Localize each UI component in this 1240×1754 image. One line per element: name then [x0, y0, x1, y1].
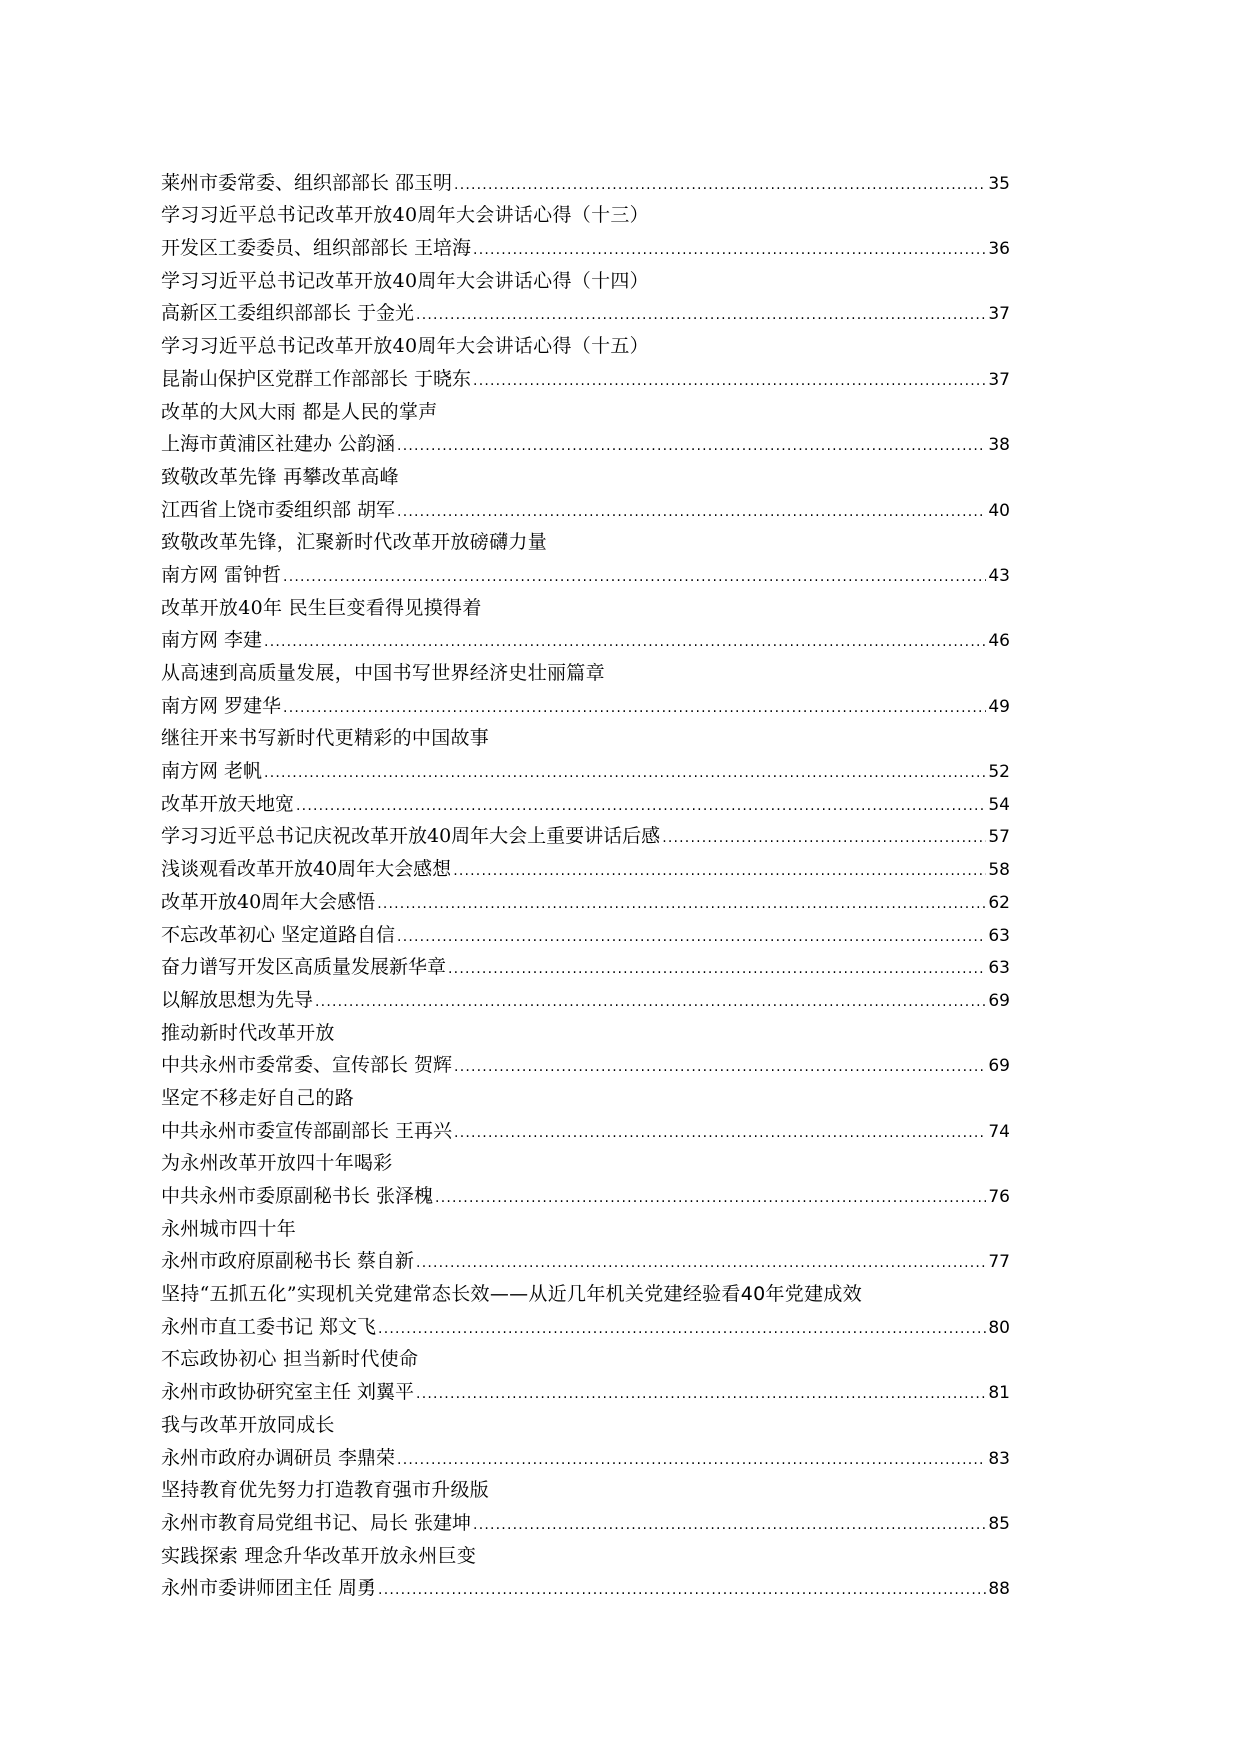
- dot-leader: [662, 831, 986, 846]
- toc-article-title: [161, 524, 1010, 557]
- dot-leader: [416, 1256, 986, 1271]
- dot-leader: [377, 897, 986, 912]
- dot-leader: [378, 1583, 986, 1598]
- toc-entry-title: 浅谈观看改革开放40周年大会感想: [161, 858, 452, 881]
- toc-title-text: 坚持教育优先努力打造教育强市升级版: [161, 1479, 490, 1502]
- toc-page-number: 88: [988, 1579, 1010, 1600]
- toc-title-text: 改革的大风大雨 都是人民的掌声: [161, 400, 438, 423]
- toc-entry[interactable]: [161, 1439, 1010, 1472]
- toc-entry-title: 改革开放天地宽: [161, 792, 295, 815]
- toc-entry[interactable]: [161, 818, 1010, 851]
- toc-page-number: 37: [988, 369, 1010, 390]
- toc-entry-author: 中共永州市委常委、宣传部长 贺辉: [161, 1054, 453, 1077]
- toc-entry[interactable]: [161, 622, 1010, 655]
- toc-entry[interactable]: [161, 426, 1010, 459]
- toc-page-number: 58: [988, 860, 1010, 881]
- toc-article-title: [161, 197, 1010, 230]
- toc-entry[interactable]: [161, 556, 1010, 589]
- toc-title-text: 学习习近平总书记改革开放40周年大会讲话心得（十四）: [161, 269, 649, 292]
- toc-page-number: 35: [988, 173, 1010, 194]
- toc-entry-author: 中共永州市委宣传部副部长 王再兴: [161, 1119, 453, 1142]
- toc-entry[interactable]: [161, 1373, 1010, 1406]
- toc-entry-author: 莱州市委常委、组织部部长 邵玉明: [161, 171, 453, 194]
- toc-article-title: [161, 458, 1010, 491]
- toc-entry-author: 江西省上饶市委组织部 胡军: [161, 498, 396, 521]
- toc-entry[interactable]: [161, 687, 1010, 720]
- toc-title-text: 不忘政协初心 担当新时代使命: [161, 1348, 419, 1371]
- toc-page-number: 43: [988, 565, 1010, 586]
- dot-leader: [473, 243, 986, 258]
- toc-entry[interactable]: [161, 916, 1010, 949]
- dot-leader: [397, 505, 986, 520]
- toc-entry[interactable]: [161, 1504, 1010, 1537]
- toc-title-text: 推动新时代改革开放: [161, 1021, 335, 1044]
- toc-page-number: 69: [988, 1056, 1010, 1077]
- toc-entry[interactable]: [161, 850, 1010, 883]
- toc-page-number: 38: [988, 435, 1010, 456]
- toc-title-text: 坚持“五抓五化”实现机关党建常态长效: [161, 1283, 490, 1306]
- dot-leader: [264, 635, 986, 650]
- toc-article-title: [161, 1145, 1010, 1178]
- toc-title-text: 学习习近平总书记改革开放40周年大会讲话心得（十五）: [161, 335, 649, 358]
- toc-title-text: 学习习近平总书记改革开放40周年大会讲话心得（十三）: [161, 204, 649, 227]
- toc-article-title: [161, 1406, 1010, 1439]
- toc-page-number: 69: [988, 990, 1010, 1011]
- toc-entry[interactable]: [161, 785, 1010, 818]
- toc-page-number: 36: [988, 239, 1010, 260]
- toc-page-number: 85: [988, 1513, 1010, 1534]
- dot-leader: [397, 930, 986, 945]
- dot-leader: [454, 1060, 986, 1075]
- toc-article-title: [161, 1341, 1010, 1374]
- toc-entry-title: 学习习近平总书记庆祝改革开放40周年大会上重要讲话后感: [161, 825, 661, 848]
- toc-entry-title: 不忘改革初心 坚定道路自信: [161, 923, 396, 946]
- toc-entry[interactable]: [161, 295, 1010, 328]
- dot-leader: [264, 766, 986, 781]
- dot-leader: [315, 995, 986, 1010]
- toc-entry-author: 南方网 罗建华: [161, 694, 282, 717]
- toc-page-number: 83: [988, 1448, 1010, 1469]
- dot-leader: [397, 439, 986, 454]
- toc-article-title: [161, 1472, 1010, 1505]
- toc-article-title: [161, 393, 1010, 426]
- toc-entry-author: 永州市政府原副秘书长 蔡自新: [161, 1250, 415, 1273]
- toc-entry[interactable]: [161, 981, 1010, 1014]
- toc-entry[interactable]: [161, 1570, 1010, 1603]
- toc-page-number: 63: [988, 958, 1010, 979]
- toc-entry-title: 改革开放40周年大会感悟: [161, 890, 376, 913]
- toc-entry-author: 南方网 雷钟哲: [161, 563, 282, 586]
- toc-article-title: [161, 720, 1010, 753]
- toc-entry[interactable]: [161, 1112, 1010, 1145]
- toc-entry-author: 永州市政府办调研员 李鼎荣: [161, 1446, 396, 1469]
- toc-title-text: 实践探索 理念升华改革开放永州巨变: [161, 1544, 477, 1567]
- toc-article-title: [161, 1275, 1010, 1308]
- toc-entry-author: 南方网 李建: [161, 629, 263, 652]
- toc-title-text: 继往开来书写新时代更精彩的中国故事: [161, 727, 490, 750]
- toc-page-number: 40: [988, 500, 1010, 521]
- toc-entry[interactable]: [161, 1177, 1010, 1210]
- toc-page-number: 49: [988, 696, 1010, 717]
- toc-article-title: [161, 262, 1010, 295]
- toc-page-number: 57: [988, 827, 1010, 848]
- toc-title-text: 从高速到高质量发展，中国书写世界经济史壮丽篇章: [161, 662, 605, 684]
- toc-title-text: 为永州改革开放四十年喝彩: [161, 1152, 393, 1175]
- toc-page-number: 46: [988, 631, 1010, 652]
- toc-entry[interactable]: [161, 1243, 1010, 1276]
- toc-article-title: [161, 1537, 1010, 1570]
- dot-leader: [453, 864, 986, 879]
- toc-entry-title: 奋力谱写开发区高质量发展新华章: [161, 956, 447, 979]
- toc-article-title: [161, 1014, 1010, 1047]
- toc-title-text: 致敬改革先锋，汇聚新时代改革开放磅礴力量: [161, 531, 548, 554]
- dot-leader: [473, 1518, 986, 1533]
- dot-leader: [397, 1453, 986, 1468]
- toc-page-number: 76: [988, 1187, 1010, 1207]
- toc-entry[interactable]: [161, 491, 1010, 524]
- toc-page-number: 81: [988, 1383, 1010, 1404]
- toc-entry-author: 中共永州市委原副秘书长 张泽槐: [161, 1185, 434, 1207]
- toc-entry[interactable]: [161, 752, 1010, 785]
- dot-leader: [454, 1126, 986, 1141]
- toc-page-number: 74: [988, 1121, 1010, 1142]
- toc-entry-author: 永州市直工委书记 郑文飞: [161, 1315, 377, 1338]
- dot-leader: [448, 962, 986, 977]
- toc-entry-author: 永州市政协研究室主任 刘翼平: [161, 1381, 415, 1404]
- dot-leader: [435, 1191, 986, 1206]
- toc-page-number: 52: [988, 762, 1010, 783]
- toc-entry-title: 以解放思想为先导: [161, 988, 314, 1011]
- toc-title-text: 改革开放40年 民生巨变看得见摸得着: [161, 596, 482, 619]
- toc-entry-author: 昆嵛山保护区党群工作部部长 于晓东: [161, 367, 472, 390]
- dot-leader: [473, 374, 986, 389]
- toc-page-number: 77: [988, 1252, 1010, 1273]
- toc-entry[interactable]: [161, 1308, 1010, 1341]
- toc-entry[interactable]: [161, 360, 1010, 393]
- toc-page-number: 37: [988, 304, 1010, 325]
- toc-title-text: 永州城市四十年: [161, 1217, 297, 1240]
- toc-entry[interactable]: [161, 883, 1010, 916]
- toc-page-number: 62: [988, 892, 1010, 913]
- toc-article-title: [161, 327, 1010, 360]
- toc-entry-author: 高新区工委组织部部长 于金光: [161, 302, 415, 325]
- toc-page-number: 54: [988, 794, 1010, 815]
- toc-title-text: 坚定不移走好自己的路: [161, 1086, 355, 1109]
- toc-title-text: 致敬改革先锋 再攀改革高峰: [161, 465, 399, 488]
- toc-entry[interactable]: [161, 229, 1010, 262]
- table-of-contents: [161, 164, 1010, 1602]
- toc-entry-author: 开发区工委委员、组织部部长 王培海: [161, 237, 472, 260]
- toc-page-number: 80: [988, 1317, 1010, 1338]
- toc-entry-author: 永州市教育局党组书记、局长 张建坤: [161, 1511, 472, 1534]
- toc-article-title: [161, 1210, 1010, 1243]
- toc-article-title: [161, 589, 1010, 622]
- toc-entry-author: 永州市委讲师团主任 周勇: [161, 1577, 377, 1600]
- toc-article-title: [161, 654, 1010, 687]
- dot-leader: [283, 570, 986, 585]
- toc-entry[interactable]: [161, 164, 1010, 197]
- toc-article-title: [161, 1079, 1010, 1112]
- toc-title-subtitle: ——从近几年机关党建经验看40年党建成效: [489, 1283, 863, 1306]
- dot-leader: [454, 178, 986, 193]
- dot-leader: [416, 308, 986, 323]
- dot-leader: [416, 1387, 986, 1402]
- toc-entry[interactable]: [161, 949, 1010, 982]
- dot-leader: [283, 701, 986, 716]
- toc-entry-author: 上海市黄浦区社建办 公韵涵: [161, 433, 396, 456]
- dot-leader: [296, 799, 986, 814]
- dot-leader: [378, 1322, 986, 1337]
- toc-page-number: 63: [988, 925, 1010, 946]
- toc-title-text: 我与改革开放同成长: [161, 1413, 335, 1436]
- toc-entry-author: 南方网 老帆: [161, 760, 263, 783]
- toc-entry[interactable]: [161, 1047, 1010, 1080]
